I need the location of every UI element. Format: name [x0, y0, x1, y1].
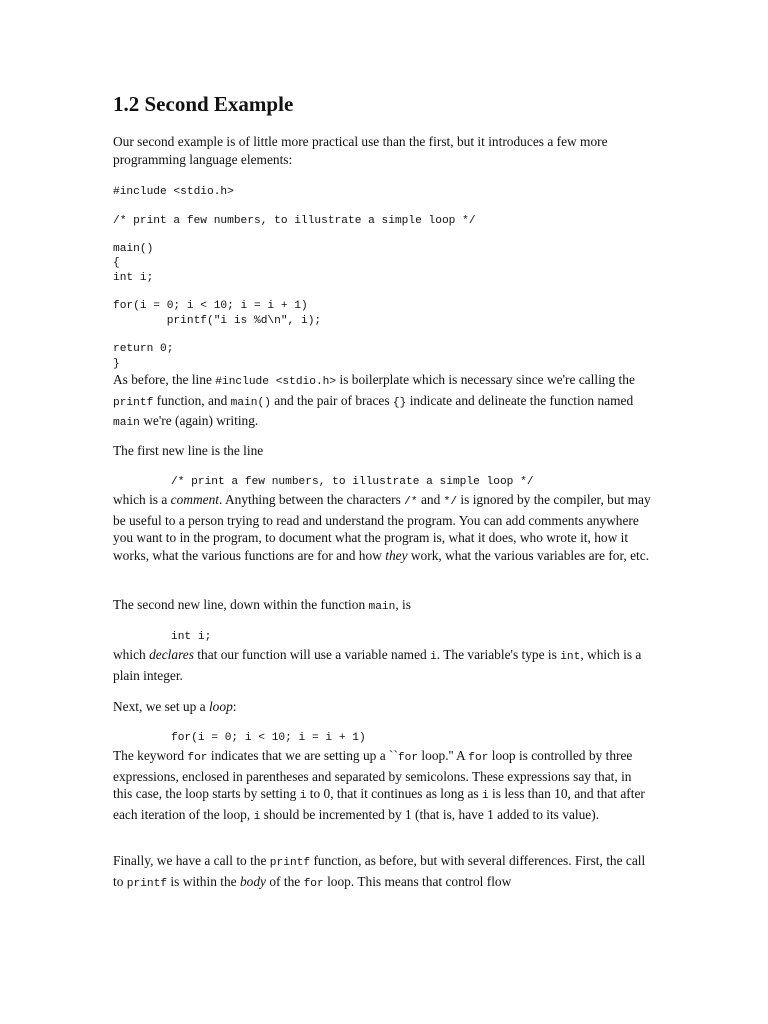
inline-code: int — [560, 651, 581, 663]
text-run: function, as before, but with several differences. First, the call to — [113, 853, 646, 889]
inline-code: main — [368, 601, 396, 613]
inline-code: main — [113, 417, 140, 429]
code-line: printf("i is %d\n", i); — [113, 314, 322, 327]
text-run: of the — [266, 873, 304, 889]
text-run: indicate and delineate the function named — [406, 392, 634, 408]
inline-code: i — [299, 790, 307, 802]
inline-code: for — [303, 877, 324, 890]
text-run: Finally, we have a call to the — [113, 853, 270, 868]
text-run: we're (again) writing. — [139, 413, 259, 428]
text-run: is within the — [167, 873, 240, 889]
text-run: is ignored by the compiler, but may be useful to a person trying to read and understand the program. You can add comments anywhere you want to in the program, to document what the program is, what it does, who wrote it, how it works, what the various functions are for and how — [113, 492, 651, 563]
text-run: , is — [395, 597, 411, 612]
code-line: return 0; — [113, 343, 174, 356]
code-line: } — [113, 357, 120, 370]
text-run: is boilerplate which is necessary since we're calling the — [336, 372, 635, 387]
text-run: function, and — [153, 392, 231, 408]
inline-code: for — [468, 752, 489, 764]
code-line: for(i = 0; i < 10; i = i + 1) — [113, 300, 308, 313]
text-run: indicates that we are setting up a `` — [207, 748, 398, 763]
paragraph-comment — [113, 491, 653, 564]
text-run: The second new line, down within the function — [113, 597, 369, 612]
paragraph-keyword — [113, 747, 653, 826]
inline-code: i — [253, 810, 261, 823]
emphasis: body — [239, 873, 266, 889]
inline-code: */ — [443, 496, 458, 508]
paragraph-second-new-line — [113, 596, 653, 617]
code-line: main() — [113, 243, 154, 256]
inline-code: printf — [126, 877, 168, 890]
text-run: : — [232, 699, 237, 714]
text-run: and the pair of braces — [270, 392, 393, 408]
section-title: 1.2 Second Example — [113, 92, 294, 116]
text-run: should be incremented by 1 (that is, have 1 added to its value). — [260, 806, 600, 822]
text-run: Next, we set up a — [113, 699, 209, 714]
inline-code: i — [481, 790, 489, 802]
text-run: . Anything between the characters — [219, 492, 405, 507]
inline-code: /* — [404, 496, 418, 508]
text-run: and — [417, 492, 444, 507]
code-line: /* print a few numbers, to illustrate a simple loop */ — [113, 214, 476, 227]
inline-code: i — [430, 651, 437, 663]
text-run: to 0, that it continues as long as — [306, 786, 482, 801]
text-run: , which is a plain integer. — [113, 647, 642, 683]
code-line: int i; — [113, 271, 154, 284]
text-run: which is a — [113, 492, 171, 507]
paragraph-next — [113, 698, 653, 716]
paragraph-as-before — [113, 371, 653, 433]
text-run: As before, the line — [113, 372, 216, 387]
text-run: that our function will use a variable named — [193, 647, 431, 662]
text-run: is less than 10, and that after each iteration of the loop, — [113, 786, 645, 822]
text-run: work, what the various variables are for, etc. — [407, 547, 650, 563]
text-run: loop.'' A — [418, 748, 469, 763]
code-int-line: int i; — [171, 631, 212, 643]
inline-code: #include <stdio.h> — [215, 376, 337, 388]
paragraph-first-new-line: The first new line is the line — [113, 443, 264, 458]
code-comment-line: /* print a few numbers, to illustrate a simple loop */ — [171, 476, 534, 488]
inline-code: printf — [113, 396, 154, 409]
inline-code: main() — [230, 396, 271, 409]
text-run: loop is controlled by three expressions, enclosed in parentheses and separated by semicolons. These expressions say that, in this case, the loop starts by setting — [113, 748, 633, 801]
inline-code: {} — [392, 396, 407, 409]
emphasis: loop — [208, 699, 233, 714]
text-run: which — [113, 647, 150, 662]
code-line: { — [113, 257, 120, 270]
code-line: #include <stdio.h> — [113, 186, 234, 198]
paragraph-finally — [113, 852, 653, 893]
inline-code: printf — [269, 857, 311, 869]
emphasis: declares — [149, 647, 194, 662]
code-listing — [113, 185, 653, 371]
text-run: . The variable's type is — [436, 647, 561, 662]
emphasis: comment — [170, 492, 219, 507]
code-for-line: for(i = 0; i < 10; i = i + 1) — [171, 732, 366, 744]
text-run: loop. This means that control flow — [323, 873, 512, 889]
text-run: The keyword — [113, 748, 188, 763]
emphasis: they — [385, 547, 408, 563]
inline-code: for — [187, 752, 208, 764]
inline-code: for — [397, 752, 419, 764]
intro-paragraph: Our second example is of little more practical use than the first, but it introduces a few more programming language elements: — [113, 134, 608, 167]
paragraph-declares — [113, 646, 653, 684]
